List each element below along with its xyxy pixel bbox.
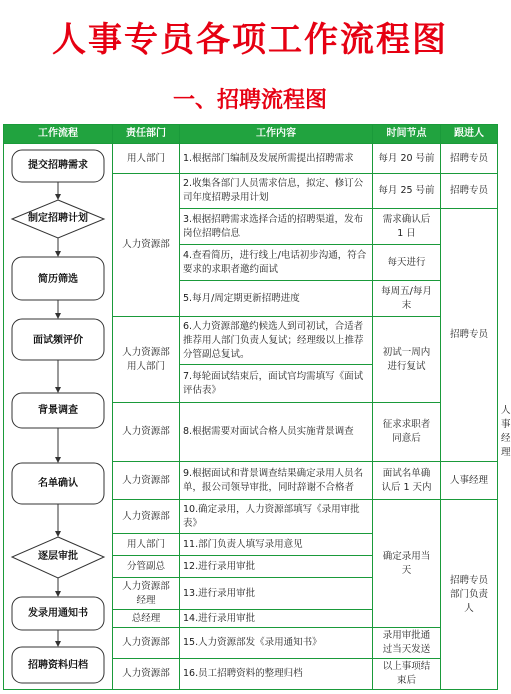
flow-node-background-check: 背景调查 <box>38 405 78 416</box>
task-cell: 6.人力资源部邀约候选人到司初试，合适者推荐用人部门负责人复试；经理级以上推荐分管副总复试。 <box>180 317 373 365</box>
task-cell: 3.根据招聘需求选择合适的招聘渠道，发布岗位招聘信息 <box>180 209 373 245</box>
dept-cell: 人力资源部 <box>113 500 180 534</box>
header-time: 时间节点 <box>373 125 441 144</box>
dept-cell: 用人部门 <box>113 534 180 556</box>
table-row: 人力资源部 8.根据需要对面试合格人员实施背景调查 征求求职者 同意后 人事经理 <box>4 403 498 462</box>
page-title: 人事专员各项工作流程图 <box>52 20 448 60</box>
dept-cell: 人力资源部 <box>113 403 180 462</box>
follower-cell: 招聘专员 <box>441 174 498 209</box>
task-cell: 13.进行录用审批 <box>180 578 373 610</box>
header-dept: 责任部门 <box>113 125 180 144</box>
dept-cell: 人力资源部 用人部门 <box>113 317 180 403</box>
follower-cell: 人事经理 <box>441 462 498 500</box>
task-cell: 4.查看简历，进行线上/电话初步沟通，符合要求的求职者邀约面试 <box>180 245 373 281</box>
dept-cell: 分管副总 <box>113 556 180 578</box>
header-content: 工作内容 <box>180 125 373 144</box>
flow-node-interview: 面试频评价 <box>33 335 83 346</box>
time-cell: 每周五/每月 末 <box>373 281 441 317</box>
flow-node-approval: 逐层审批 <box>38 551 78 562</box>
dept-cell: 总经理 <box>113 610 180 628</box>
time-cell: 确定录用当 天 <box>373 500 441 628</box>
time-cell: 初试一周内 进行复试 <box>373 317 441 403</box>
task-cell: 10.确定录用，人力资源部填写《录用审批表》 <box>180 500 373 534</box>
flow-node-submit-request: 提交招聘需求 <box>28 160 88 171</box>
task-cell: 15.人力资源部发《录用通知书》 <box>180 628 373 659</box>
time-cell: 征求求职者 同意后 <box>373 403 441 462</box>
time-cell: 每月 25 号前 <box>373 174 441 209</box>
dept-cell: 用人部门 <box>113 144 180 174</box>
task-cell: 14.进行录用审批 <box>180 610 373 628</box>
task-cell: 2.收集各部门人员需求信息，拟定、修订公司年度招聘录用计划 <box>180 174 373 209</box>
dept-cell: 人力资源部 <box>113 659 180 690</box>
flow-node-offer-letter: 发录用通知书 <box>28 608 88 619</box>
dept-cell: 人力资源部 <box>113 628 180 659</box>
task-cell: 8.根据需要对面试合格人员实施背景调查 <box>180 403 373 462</box>
follower-cell: 招聘专员 <box>441 209 498 462</box>
table-header-row <box>4 125 498 144</box>
header-workflow: 工作流程 <box>4 125 113 144</box>
task-cell: 11.部门负责人填写录用意见 <box>180 534 373 556</box>
follower-cell: 招聘专员 部门负责 人 <box>441 500 498 690</box>
flow-node-make-plan: 制定招聘计划 <box>28 213 88 224</box>
header-follower: 跟进人 <box>441 125 498 144</box>
dept-cell: 人力资源部 经理 <box>113 578 180 610</box>
task-cell: 16.员工招聘资料的整理归档 <box>180 659 373 690</box>
flow-node-list-confirm: 名单确认 <box>38 478 78 489</box>
task-cell: 1.根据部门编制及发展所需提出招聘需求 <box>180 144 373 174</box>
time-cell: 每天进行 <box>373 245 441 281</box>
time-cell: 面试名单确 认后 1 天内 <box>373 462 441 500</box>
follower-cell: 招聘专员 <box>441 144 498 174</box>
dept-cell: 人力资源部 <box>113 174 180 317</box>
task-cell: 12.进行录用审批 <box>180 556 373 578</box>
section-title: 一、招聘流程图 <box>172 88 327 113</box>
task-cell: 9.根据面试和背景调查结果确定录用人员名单，报公司领导审批，同时辞谢不合格者 <box>180 462 373 500</box>
time-cell: 每月 20 号前 <box>373 144 441 174</box>
task-cell: 7.每轮面试结束后，面试官均需填写《面试评估表》 <box>180 365 373 403</box>
flow-node-resume-screening: 简历筛选 <box>38 274 78 285</box>
time-cell: 以上事项结 束后 <box>373 659 441 690</box>
dept-cell: 人力资源部 <box>113 462 180 500</box>
time-cell: 录用审批通 过当天发送 <box>373 628 441 659</box>
flow-node-archive: 招聘资料归档 <box>28 660 88 671</box>
task-cell: 5.每月/周定期更新招聘进度 <box>180 281 373 317</box>
time-cell: 需求确认后 1 日 <box>373 209 441 245</box>
